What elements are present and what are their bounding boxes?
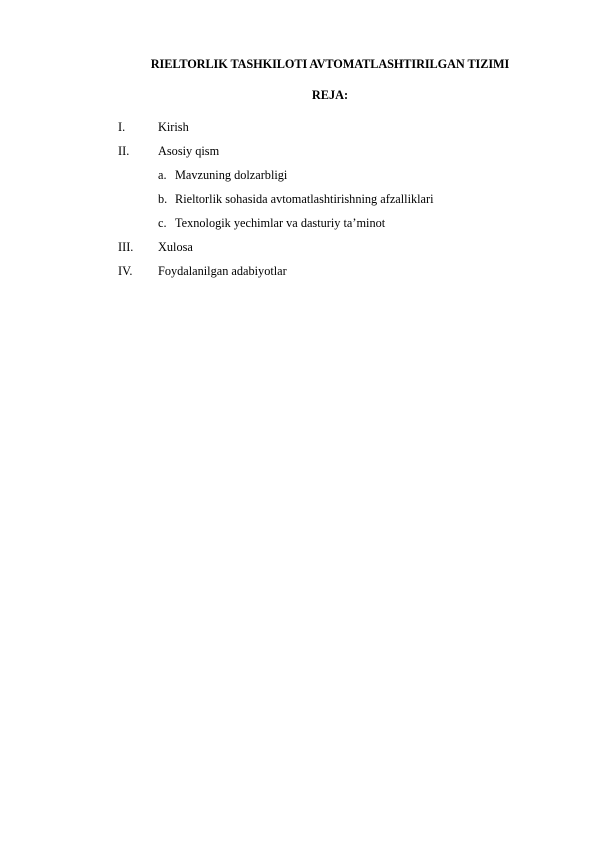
outline-sub-text: Texnologik yechimlar va dasturiy ta’minot [175, 216, 386, 230]
outline-sub-marker: a. [158, 168, 167, 182]
outline-marker: II. [118, 144, 130, 158]
outline-text: Kirish [158, 120, 189, 134]
outline-text: Foydalanilgan adabiyotlar [158, 264, 287, 278]
outline-sub-marker: c. [158, 216, 167, 230]
plan-heading: REJA: [311, 88, 349, 102]
outline-text: Asosiy qism [158, 144, 220, 158]
document-title: RIELTORLIK TASHKILOTI AVTOMATLASHTIRILGAN TIZIMI [150, 57, 510, 71]
outline-sub-text: Rieltorlik sohasida avtomatlashtirishning afzalliklari [175, 192, 434, 206]
outline-text: Xulosa [158, 240, 193, 254]
outline-marker: I. [118, 120, 126, 134]
outline-sub-text: Mavzuning dolzarbligi [175, 168, 288, 182]
outline-marker: IV. [118, 264, 133, 278]
outline-sub-marker: b. [158, 192, 168, 206]
outline-marker: III. [118, 240, 134, 254]
